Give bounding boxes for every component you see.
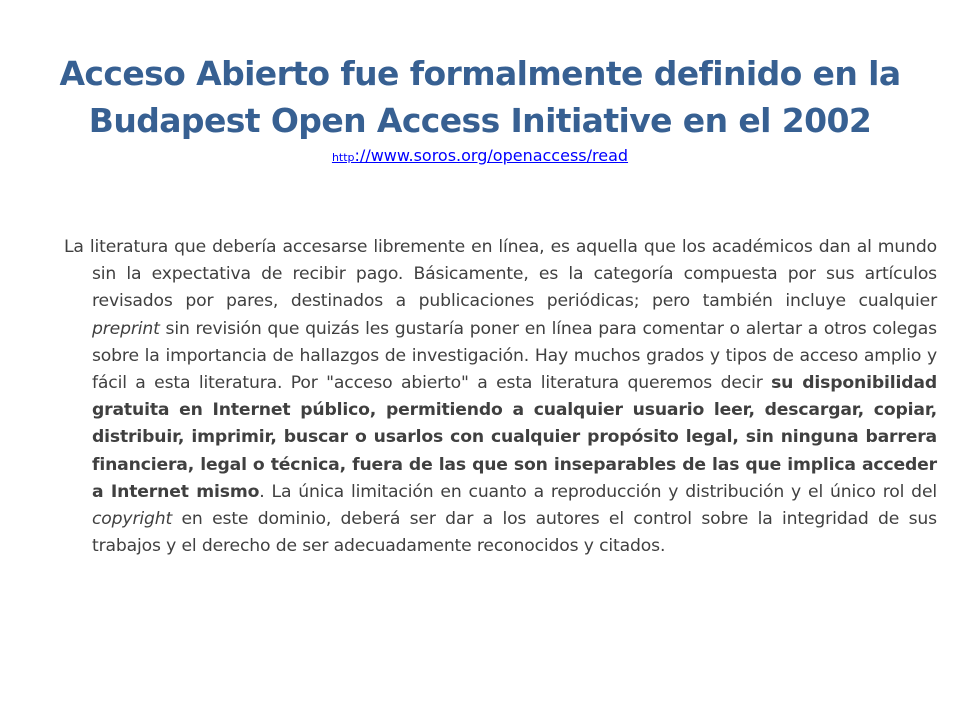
paragraph-text-4: en este dominio, deberá ser dar a los autores el control sobre la integridad de sus trabajos y el derecho de ser adecuadamente reconocidos y citados. (92, 509, 937, 557)
title-block (40, 50, 920, 168)
source-link[interactable] (332, 146, 628, 168)
source-link-scheme: http (331, 151, 355, 164)
paragraph-text-2: sin revisión que quizás les gustaría poner en línea para comentar o alertar a otros colegas sobre la importancia de hallazgos de investigación. Hay muchos grados y tipos de acceso amplio y fácil a esta literatura. Por "acceso abierto" a esta literatura queremos decir (92, 318, 937, 394)
body-paragraph (64, 234, 937, 560)
source-link-path: ://www.soros.org/openaccess/read (354, 146, 629, 165)
paragraph-text-1: La literatura que debería accesarse libremente en línea, es aquella que los académicos dan al mundo sin la expectativa de recibir pago. Básicamente, es la categoría compuesta por sus artículos revisados por pares, destinados a publicaciones periódicas; pero también incluye cualquier (64, 237, 937, 312)
term-copyright: copyright (92, 509, 173, 530)
term-preprint: preprint (92, 318, 160, 339)
slide-title: Acceso Abierto fue formalmente definido en la Budapest Open Access Initiative en el 2002 (59, 54, 901, 140)
paragraph-text-3: . La única limitación en cuanto a reproducción y distribución y el único rol del (259, 481, 937, 502)
open-access-definition: su disponibilidad gratuita en Internet público, permitiendo a cualquier usuario leer, descargar, copiar, distribuir, imprimir, buscar o usarlos con cualquier propósito legal, sin ninguna barrera financiera, legal o técnica, fuera de las que son inseparables de las que implica acceder a Internet mismo (92, 373, 937, 502)
